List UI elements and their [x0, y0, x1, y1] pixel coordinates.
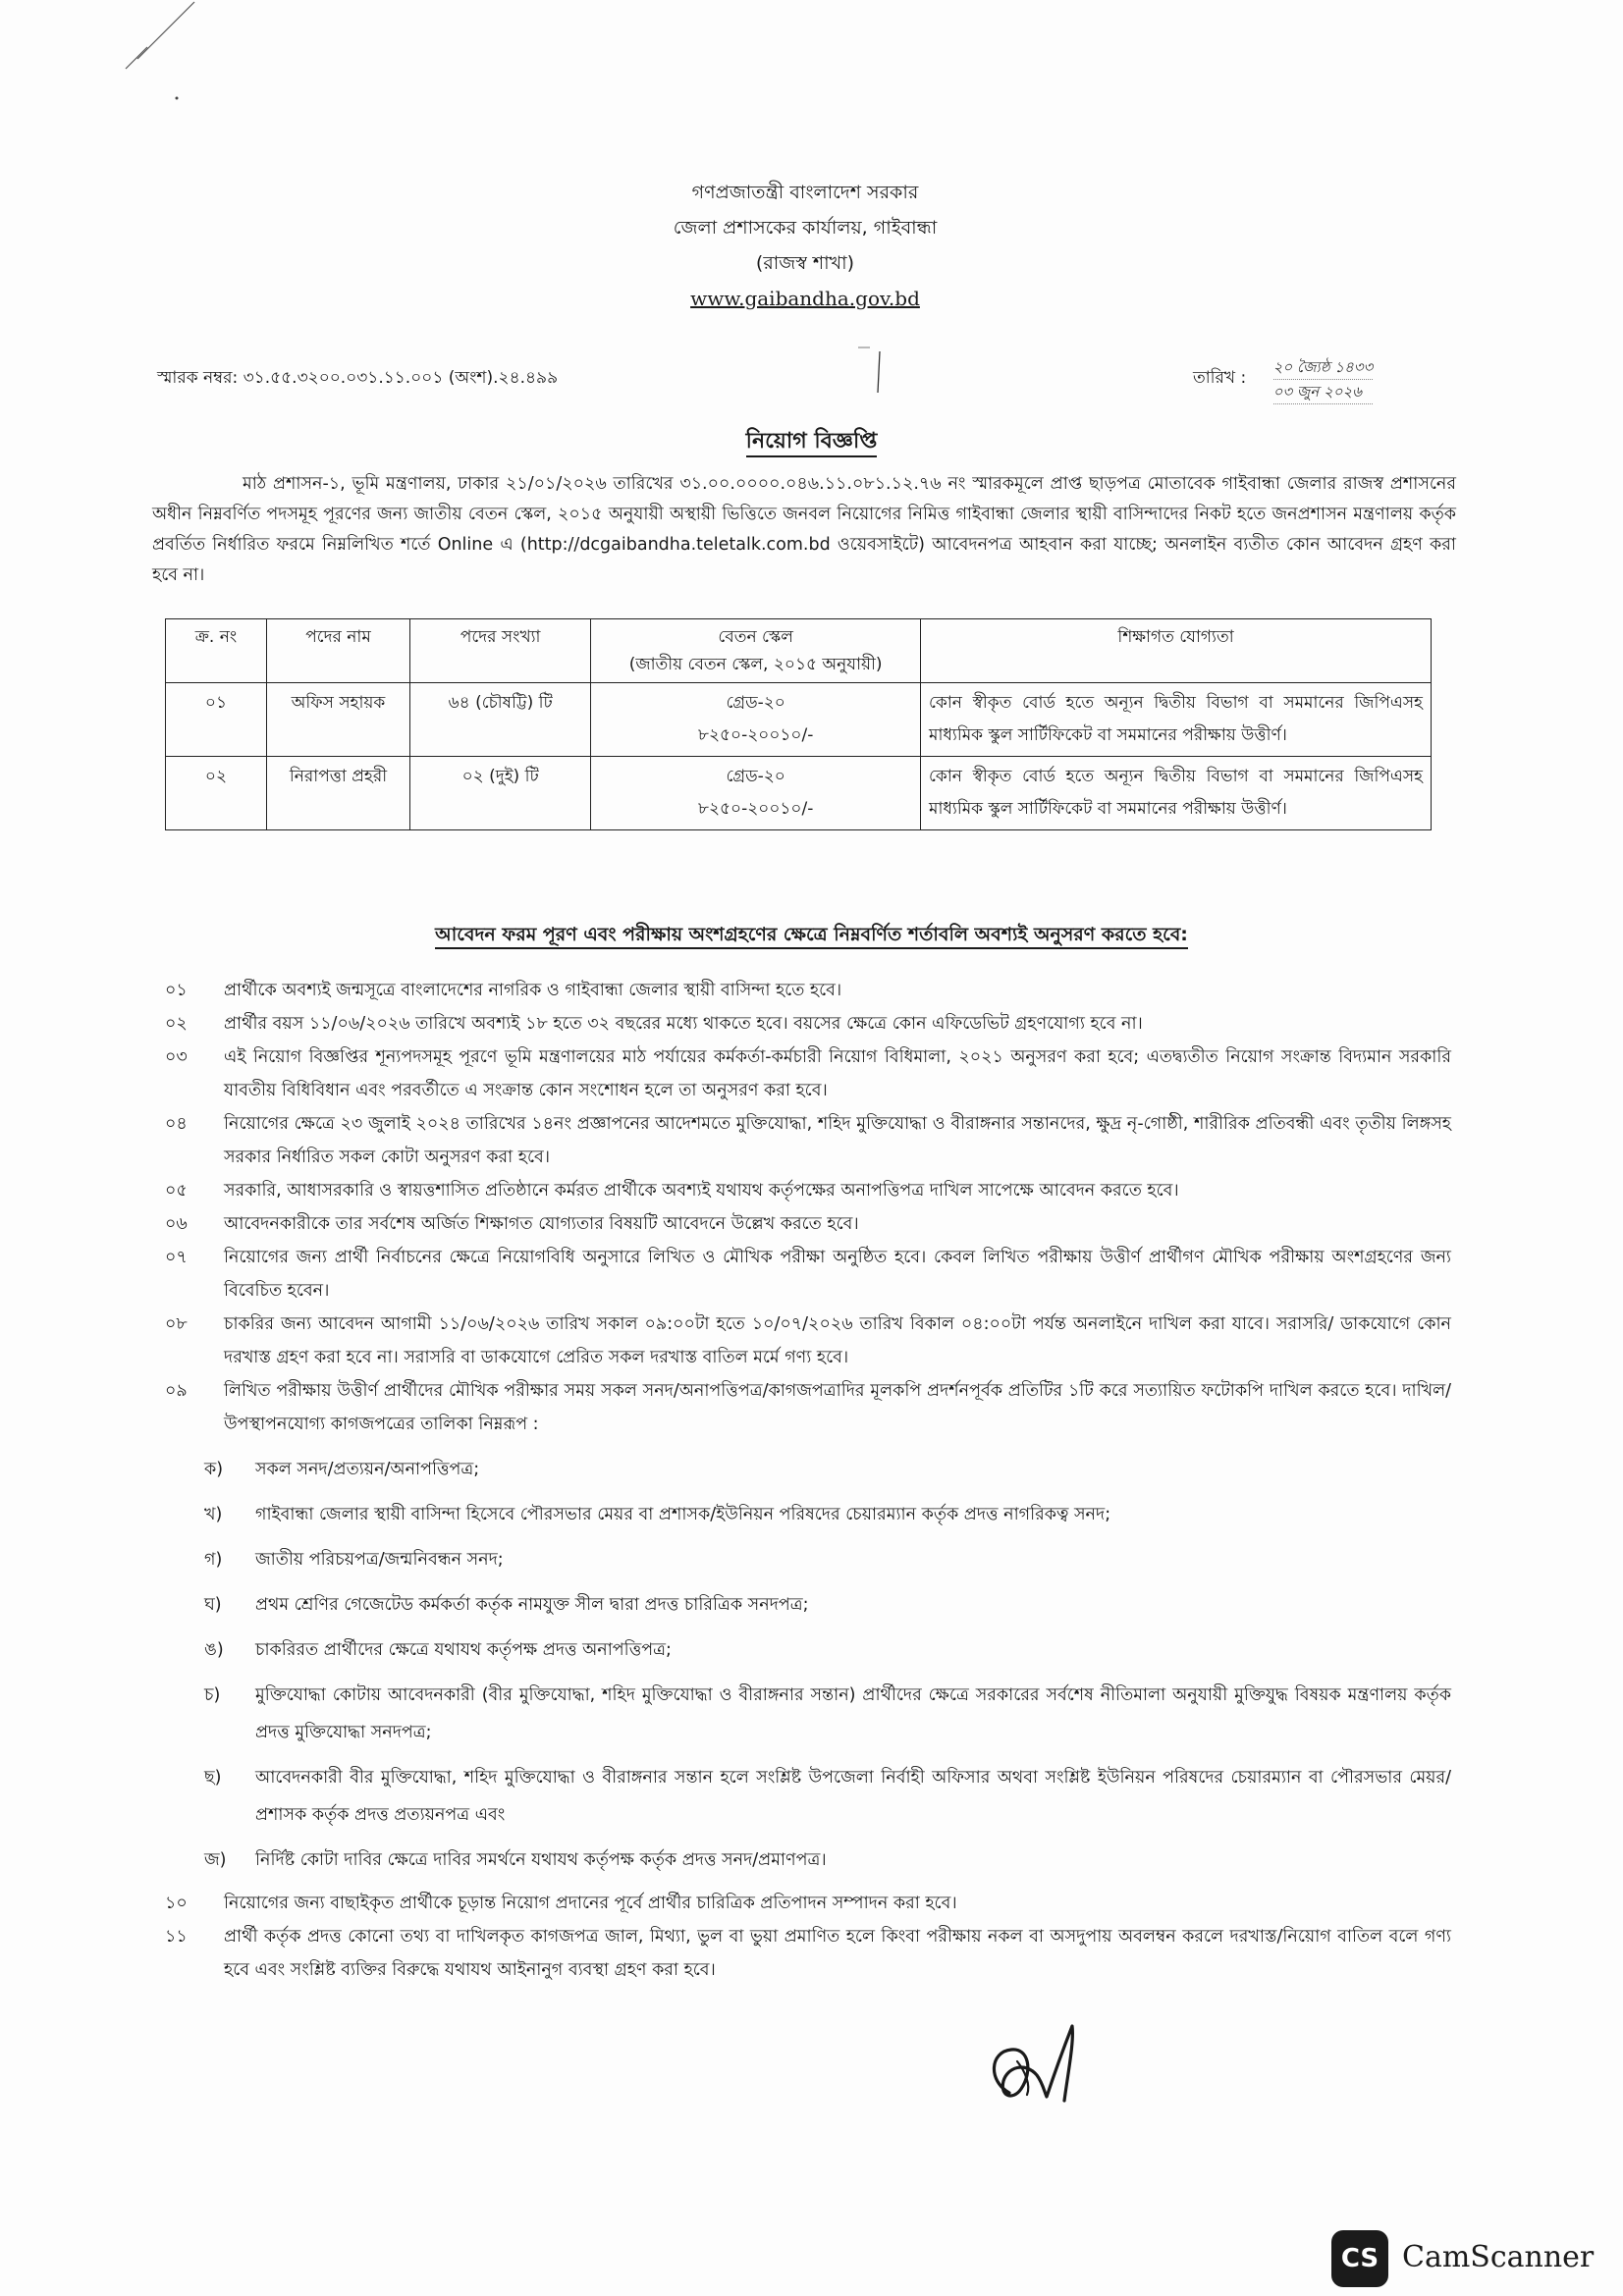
condition-text: নিয়োগের জন্য প্রার্থী নির্বাচনের ক্ষেত্রে নিয়োগবিধি অনুসারে লিখিত ও মৌখিক পরীক্ষা অনুষ্ঠিত হবে। কেবল লিখিত পরীক্ষায় উত্তীর্ণ প্রার্থীগণ মৌখিক পরীক্ষায় অংশগ্রহণের জন্য বিবেচিত হবেন। — [224, 1248, 1451, 1301]
signature-icon — [982, 2002, 1109, 2110]
list-item — [165, 1374, 1451, 1441]
document-text: মুক্তিযোদ্ধা কোটায় আবেদনকারী (বীর মুক্তিযোদ্ধা, শহিদ মুক্তিযোদ্ধা ও বীরাঙ্গনার সন্তান) প্রার্থীদের ক্ষেত্রে সরকারের সর্বশেষ নীতিমালা অনুযায়ী মুক্তিযুদ্ধ বিষয়ক মন্ত্রণালয় কর্তৃক প্রদত্ত মুক্তিযোদ্ধা সনদপত্র; — [255, 1685, 1451, 1742]
condition-number: ০৪ — [165, 1114, 188, 1134]
list-item — [165, 1207, 1451, 1241]
list-item — [204, 1586, 1451, 1624]
condition-number: ০৮ — [165, 1314, 188, 1334]
list-item — [204, 1842, 1451, 1879]
list-item — [204, 1451, 1451, 1488]
document-letter: গ) — [204, 1550, 223, 1570]
condition-text: এই নিয়োগ বিজ্ঞপ্তির শূন্যপদসমূহ পূরণে ভূমি মন্ত্রণালয়ের মাঠ পর্যায়ের কর্মকর্তা-কর্মচারী নিয়োগ বিধিমালা, ২০২১ অনুসরণ করা হবে; এতদ্ব্যতীত নিয়োগ সংক্রান্ত বিদ্যমান সরকারি যাবতীয় বিধিবিধান এবং পরবর্তীতে এ সংক্রান্ত কোন সংশোধন হলে তা অনুসরণ করা হবে। — [224, 1047, 1451, 1100]
list-item — [165, 1041, 1451, 1107]
document-text: জাতীয় পরিচয়পত্র/জন্মনিবন্ধন সনদ; — [255, 1550, 504, 1570]
memo-date — [1193, 358, 1374, 404]
col-post-name: পদের নাম — [266, 619, 409, 683]
condition-text: নিয়োগের জন্য বাছাইকৃত প্রার্থীকে চূড়ান্ত নিয়োগ প্রদানের পূর্বে প্রার্থীর চারিত্রিক প্রতিপাদন সম্পাদন করা হবে। — [224, 1894, 957, 1913]
condition-text: প্রার্থীকে অবশ্যই জন্মসূত্রে বাংলাদেশের নাগরিক ও গাইবান্ধা জেলার স্থায়ী বাসিন্দা হতে হবে। — [224, 981, 842, 1000]
document-letter: ছ) — [204, 1768, 222, 1788]
row-pay-scale — [591, 757, 921, 830]
document-letter: ঙ) — [204, 1640, 224, 1660]
memo-number: স্মারক নম্বর: ৩১.৫৫.৩২০০.০৩১.১১.০০১ (অংশ).২৪.৪৯৯ — [157, 368, 559, 388]
document-text: সকল সনদ/প্রত্যয়ন/অনাপত্তিপত্র; — [255, 1460, 480, 1479]
scan-mark-icon — [118, 0, 226, 108]
condition-number: ০৬ — [165, 1214, 188, 1234]
document-letter: ক) — [204, 1460, 224, 1479]
list-item — [204, 1631, 1451, 1669]
list-item — [165, 1107, 1451, 1174]
condition-text: প্রার্থীর বয়স ১১/০৬/২০২৬ তারিখে অবশ্যই ১৮ হতে ৩২ বছরের মধ্যে থাকতে হবে। বয়সের ক্ষেত্রে কোন এফিডেভিট গ্রহণযোগ্য হবে না। — [224, 1014, 1143, 1034]
row-scale: ৮২৫০-২০০১০/- — [697, 799, 814, 819]
notice-title-text: নিয়োগ বিজ্ঞপ্তি — [746, 429, 878, 457]
condition-text: লিখিত পরীক্ষায় উত্তীর্ণ প্রার্থীদের মৌখিক পরীক্ষার সময় সকল সনদ/অনাপত্তিপত্র/কাগজপত্রাদির মূলকপি প্রদর্শনপূর্বক প্রতিটির ১টি করে সত্যায়িত ফটোকপি দাখিল করতে হবে। দাখিল/উপস্থাপনযোগ্য কাগজপত্রের তালিকা নিম্নরূপ : — [224, 1381, 1451, 1434]
intro-paragraph: মাঠ প্রশাসন-১, ভূমি মন্ত্রণালয়, ঢাকার ২১/০১/২০২৬ তারিখের ৩১.০০.০০০০.০৪৬.১১.০৮১.১২.৭৬ নং স্মারকমূলে প্রাপ্ত ছাড়পত্র মোতাবেক গাইবান্ধা জেলার রাজস্ব প্রশাসনের অধীন নিম্নবর্ণিত পদসমূহ পূরণের জন্য জাতীয় বেতন স্কেল, ২০১৫ অনুযায়ী অস্থায়ী ভিত্তিতে জনবল নিয়োগের নিমিত্ত গাইবান্ধা জেলার স্থায়ী বাসিন্দাদের নিকট হতে জনপ্রশাসন মন্ত্রণালয় কর্তৃক প্রবর্তিত নির্ধারিত ফরমে নিম্নলিখিত শর্তে Online এ (http://dcgaibandha.teletalk.com.bd ওয়েবসাইটে) আবেদনপত্র আহবান করা যাচ্ছে; অনলাইন ব্যতীত কোন আবেদন গ্রহণ করা হবে না। — [152, 474, 1456, 585]
document-text: নির্দিষ্ট কোটা দাবির ক্ষেত্রে দাবির সমর্থনে যথাযথ কর্তৃপক্ষ কর্তৃক প্রদত্ত সনদ/প্রমাণপত্র। — [255, 1850, 827, 1870]
condition-text: প্রার্থী কর্তৃক প্রদত্ত কোনো তথ্য বা দাখিলকৃত কাগজপত্র জাল, মিথ্যা, ভুল বা ভুয়া প্রমাণিত হলে কিংবা পরীক্ষায় নকল বা অসদুপায় অবলম্বন করলে দরখাস্ত/নিয়োগ বাতিল বলে গণ্য হবে এবং সংশ্লিষ্ট ব্যক্তির বিরুদ্ধে যথাযথ আইনানুগ ব্যবস্থা গ্রহণ করা হবে। — [224, 1927, 1451, 1980]
list-item — [204, 1496, 1451, 1533]
row-grade: গ্রেড-২০ — [726, 693, 785, 713]
date-bangla: ২০ জ্যৈষ্ঠ ১৪৩৩ — [1273, 355, 1374, 380]
condition-text: সরকারি, আধাসরকারি ও স্বায়ত্তশাসিত প্রতিষ্ঠানে কর্মরত প্রার্থীকে অবশ্যই যথাযথ কর্তৃপক্ষের অনাপত্তিপত্র দাখিল সাপেক্ষে আবেদন করতে হবে। — [224, 1181, 1179, 1201]
date-english: ০৩ জুন ২০২৬ — [1273, 380, 1374, 404]
condition-number: ০৯ — [165, 1381, 188, 1401]
memo-row — [157, 358, 1453, 404]
col-serial: ক্র. নং — [166, 619, 267, 683]
condition-number: ০৩ — [165, 1047, 188, 1067]
condition-text: আবেদনকারীকে তার সর্বশেষ অর্জিত শিক্ষাগত যোগ্যতার বিষয়টি আবেদনে উল্লেখ করতে হবে। — [224, 1214, 859, 1234]
row-serial: ০২ — [166, 757, 267, 830]
pay-scale-title: বেতন স্কেল — [718, 627, 793, 647]
row-serial: ০১ — [166, 683, 267, 757]
row-post-count: ০২ (দুই) টি — [410, 757, 591, 830]
conditions-title-text: আবেদন ফরম পূরণ এবং পরীক্ষায় অংশগ্রহণের ক্ষেত্রে নিম্নবর্ণিত শর্তাবলি অবশ্যই অনুসরণ করতে হবে: — [435, 924, 1188, 949]
condition-number: ১০ — [165, 1894, 188, 1913]
document-text: আবেদনকারী বীর মুক্তিযোদ্ধা, শহিদ মুক্তিযোদ্ধা ও বীরাঙ্গনার সন্তান হলে সংশ্লিষ্ট উপজেলা নির্বাহী অফিসার অথবা সংশ্লিষ্ট ইউনিয়ন পরিষদের চেয়ারম্যান বা পৌরসভার মেয়র/প্রশাসক কর্তৃক প্রদত্ত প্রত্যয়নপত্র এবং — [255, 1768, 1451, 1825]
section-name: (রাজস্ব শাখা) — [755, 252, 855, 274]
document-letter: খ) — [204, 1505, 223, 1524]
condition-number: ০৭ — [165, 1248, 188, 1267]
date-values — [1273, 355, 1374, 404]
row-post-name: নিরাপত্তা প্রহরী — [266, 757, 409, 830]
list-item — [204, 1677, 1451, 1751]
row-qualification: কোন স্বীকৃত বোর্ড হতে অন্যূন দ্বিতীয় বিভাগ বা সমমানের জিপিএসহ মাধ্যমিক স্কুল সার্টিফিকেট বা সমমানের পরীক্ষায় উত্তীর্ণ। — [921, 683, 1432, 757]
row-scale: ৮২৫০-২০০১০/- — [697, 725, 814, 745]
website-link[interactable]: www.gaibandha.gov.bd — [690, 287, 920, 310]
list-item — [165, 1887, 1451, 1920]
list-item — [165, 1920, 1451, 1987]
col-pay-scale — [591, 619, 921, 683]
list-item — [165, 974, 1451, 1007]
list-item — [204, 1541, 1451, 1578]
office-name: জেলা প্রশাসকের কার্যালয়, গাইবান্ধা — [673, 217, 938, 239]
posts-table — [165, 618, 1432, 830]
condition-number: ০২ — [165, 1014, 188, 1034]
condition-text: চাকরির জন্য আবেদন আগামী ১১/০৬/২০২৬ তারিখ সকাল ০৯:০০টা হতে ১০/০৭/২০২৬ তারিখ বিকাল ০৪:০০টা পর্যন্ত অনলাইনে দাখিল করা যাবে। সরাসরি/ ডাকযোগে কোন দরখাস্ত গ্রহণ করা হবে না। সরাসরি বা ডাকযোগে প্রেরিত সকল দরখাস্ত বাতিল মর্মে গণ্য হবে। — [224, 1314, 1451, 1367]
condition-number: ০১ — [165, 981, 188, 1000]
date-label: তারিখ : — [1193, 368, 1247, 388]
condition-text: নিয়োগের ক্ষেত্রে ২৩ জুলাই ২০২৪ তারিখের ১৪নং প্রজ্ঞাপনের আদেশমতে মুক্তিযোদ্ধা, শহিদ মুক্তিযোদ্ধা ও বীরাঙ্গনার সন্তানদের, ক্ষুদ্র নৃ-গোষ্ঠী, শারীরিক প্রতিবন্ধী এবং তৃতীয় লিঙ্গসহ সরকার নির্ধারিত সকল কোটা অনুসরণ করা হবে। — [224, 1114, 1451, 1167]
government-name: গণপ্রজাতন্ত্রী বাংলাদেশ সরকার — [691, 182, 919, 203]
list-item — [165, 1174, 1451, 1207]
list-item — [204, 1759, 1451, 1834]
document-letter: জ) — [204, 1850, 227, 1870]
conditions-title — [0, 921, 1623, 952]
camscanner-name: CamScanner — [1402, 2240, 1595, 2274]
condition-number: ১১ — [165, 1927, 188, 1947]
document-text: গাইবান্ধা জেলার স্থায়ী বাসিন্দা হিসেবে পৌরসভার মেয়র বা প্রশাসক/ইউনিয়ন পরিষদের চেয়ারম্যান কর্তৃক প্রদত্ত নাগরিকত্ব সনদ; — [255, 1505, 1111, 1524]
row-pay-scale — [591, 683, 921, 757]
documents-list — [165, 1451, 1451, 1879]
row-grade: গ্রেড-২০ — [726, 767, 785, 786]
col-post-count: পদের সংখ্যা — [410, 619, 591, 683]
list-item — [165, 1308, 1451, 1374]
table-row — [166, 683, 1432, 757]
table-header-row — [166, 619, 1432, 683]
list-item — [165, 1241, 1451, 1308]
document-letter: চ) — [204, 1685, 221, 1705]
notice-title — [0, 424, 1623, 460]
row-post-count: ৬৪ (চৌষট্টি) টি — [410, 683, 591, 757]
camscanner-logo-icon: CS — [1331, 2230, 1388, 2287]
row-post-name: অফিস সহায়ক — [266, 683, 409, 757]
document-text: চাকরিরত প্রার্থীদের ক্ষেত্রে যথাযথ কর্তৃপক্ষ প্রদত্ত অনাপত্তিপত্র; — [255, 1640, 672, 1660]
document-letter: ঘ) — [204, 1595, 222, 1615]
row-qualification: কোন স্বীকৃত বোর্ড হতে অন্যূন দ্বিতীয় বিভাগ বা সমমানের জিপিএসহ মাধ্যমিক স্কুল সার্টিফিকেট বা সমমানের পরীক্ষায় উত্তীর্ণ। — [921, 757, 1432, 830]
camscanner-watermark — [1331, 2230, 1616, 2289]
list-item — [165, 1007, 1451, 1041]
col-qualification: শিক্ষাগত যোগ্যতা — [921, 619, 1432, 683]
pay-scale-subtitle: (জাতীয় বেতন স্কেল, ২০১৫ অনুযায়ী) — [628, 655, 883, 674]
condition-number: ০৫ — [165, 1181, 188, 1201]
table-row — [166, 757, 1432, 830]
document-text: প্রথম শ্রেণির গেজেটেড কর্মকর্তা কর্তৃক নামযুক্ত সীল দ্বারা প্রদত্ত চারিত্রিক সনদপত্র; — [255, 1595, 809, 1615]
conditions-list — [165, 974, 1451, 1987]
letterhead — [550, 175, 1060, 316]
